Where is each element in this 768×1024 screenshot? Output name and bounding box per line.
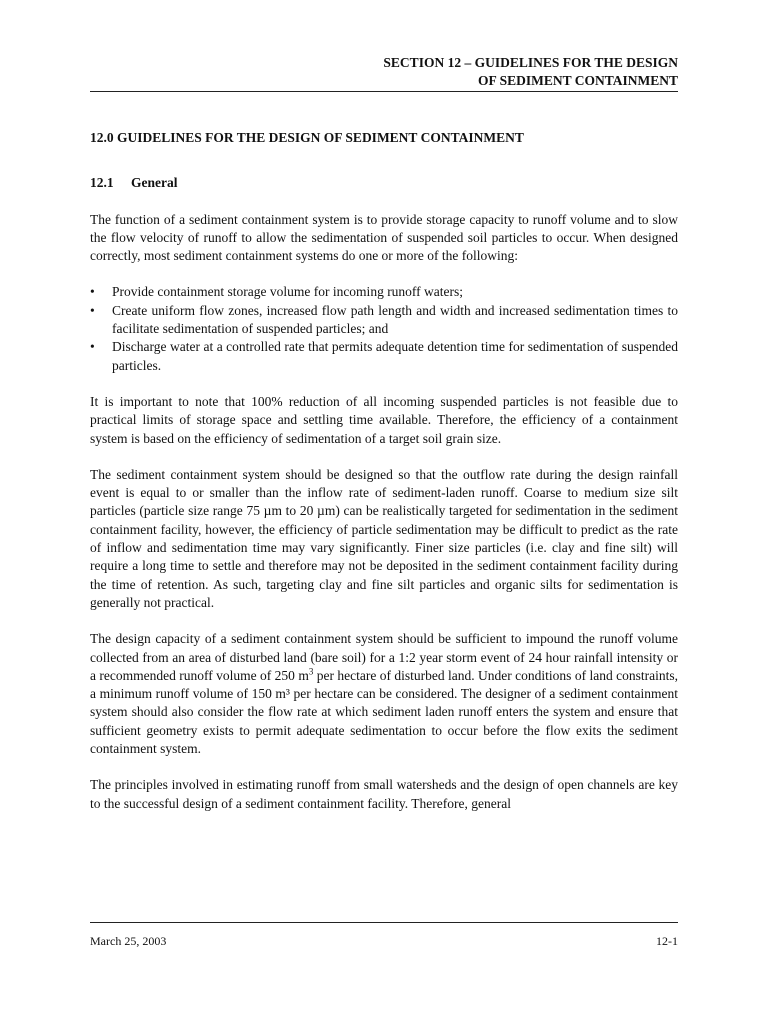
bullet-marker: • (90, 284, 95, 300)
paragraph-4-part-b: per hectare of disturbed land. Under conditions of land constraints, a minimum runoff volume of 150 m³ per hectare can be considered. The designer of a sediment containment system should also consider the flow rate at which sediment laden runoff enters the system and ensure that sufficient geometry exists to permit adequate sedimentation to occur before the flow exits the sediment containment system. (90, 667, 678, 757)
list-item-text: Discharge water at a controlled rate that permits adequate detention time for sedimentation of suspended particles. (112, 339, 678, 373)
paragraph-5: The principles involved in estimating runoff from small watersheds and the design of open channels are key to the successful design of a sediment containment facility. Therefore, general (90, 777, 678, 811)
section-heading (90, 174, 678, 192)
paragraph-4 (90, 630, 678, 758)
header-divider (90, 91, 678, 92)
paragraph-intro: The function of a sediment containment system is to provide storage capacity to runoff volume and to slow the flow velocity of runoff to allow the sedimentation of suspended soil particles to occur. When designed correctly, most sediment containment systems do one or more of the following: (90, 211, 678, 264)
paragraph-2: It is important to note that 100% reduction of all incoming suspended particles is not feasible due to practical limits of storage space and settling time available. Therefore, the efficiency of a containment system is based on the efficiency of sedimentation of a target soil grain size. (90, 393, 678, 446)
list-item (90, 338, 678, 375)
bullet-list (90, 283, 678, 374)
superscript: 3 (308, 666, 314, 677)
paragraph-4-part-a: The design capacity of a sediment containment system should be sufficient to impound the runoff volume collected from an area of disturbed land (bare soil) for a 1:2 year storm event of 24 hour rainfall intensity or a recommended runoff volume of 250 m (90, 631, 678, 683)
list-item-text: Provide containment storage volume for incoming runoff waters; (112, 284, 464, 300)
paragraph-3: The sediment containment system should be designed so that the outflow rate during the design rainfall event is equal to or smaller than the inflow rate of sediment-laden runoff. Coarse to medium size silt particles (particle size range 75 µm to 20 µm) can be realistically targeted for sedimentation in the sediment containment facility, however, the efficiency of particle sedimentation may be difficult to predict as the rate of inflow and sedimentation time may vary significantly. Finer size particles (i.e. clay and fine silt) will require a long time to settle and therefore may not be deposited in the sediment containment facility during the time of retention. As such, targeting clay and fine silt particles and organic silts for sedimentation is generally not practical. (90, 466, 678, 610)
section-number: 12.1 (90, 175, 114, 191)
list-item (90, 283, 678, 301)
list-item (90, 302, 678, 339)
section-title: General (131, 175, 178, 191)
bullet-marker: • (90, 339, 95, 355)
running-header (90, 54, 678, 90)
header-line-1: SECTION 12 – GUIDELINES FOR THE DESIGN (383, 55, 678, 70)
page-number: 12-1 (656, 934, 678, 948)
footer-divider (90, 922, 678, 923)
main-heading: 12.0 GUIDELINES FOR THE DESIGN OF SEDIMENT CONTAINMENT (90, 130, 524, 145)
bullet-marker: • (90, 302, 95, 318)
document-body (90, 129, 678, 831)
list-item-text: Create uniform flow zones, increased flow path length and width and increased sedimentation times to facilitate sedimentation of suspended particles; and (112, 302, 678, 337)
header-line-2: OF SEDIMENT CONTAINMENT (477, 73, 678, 88)
footer-date: March 25, 2003 (90, 934, 167, 948)
